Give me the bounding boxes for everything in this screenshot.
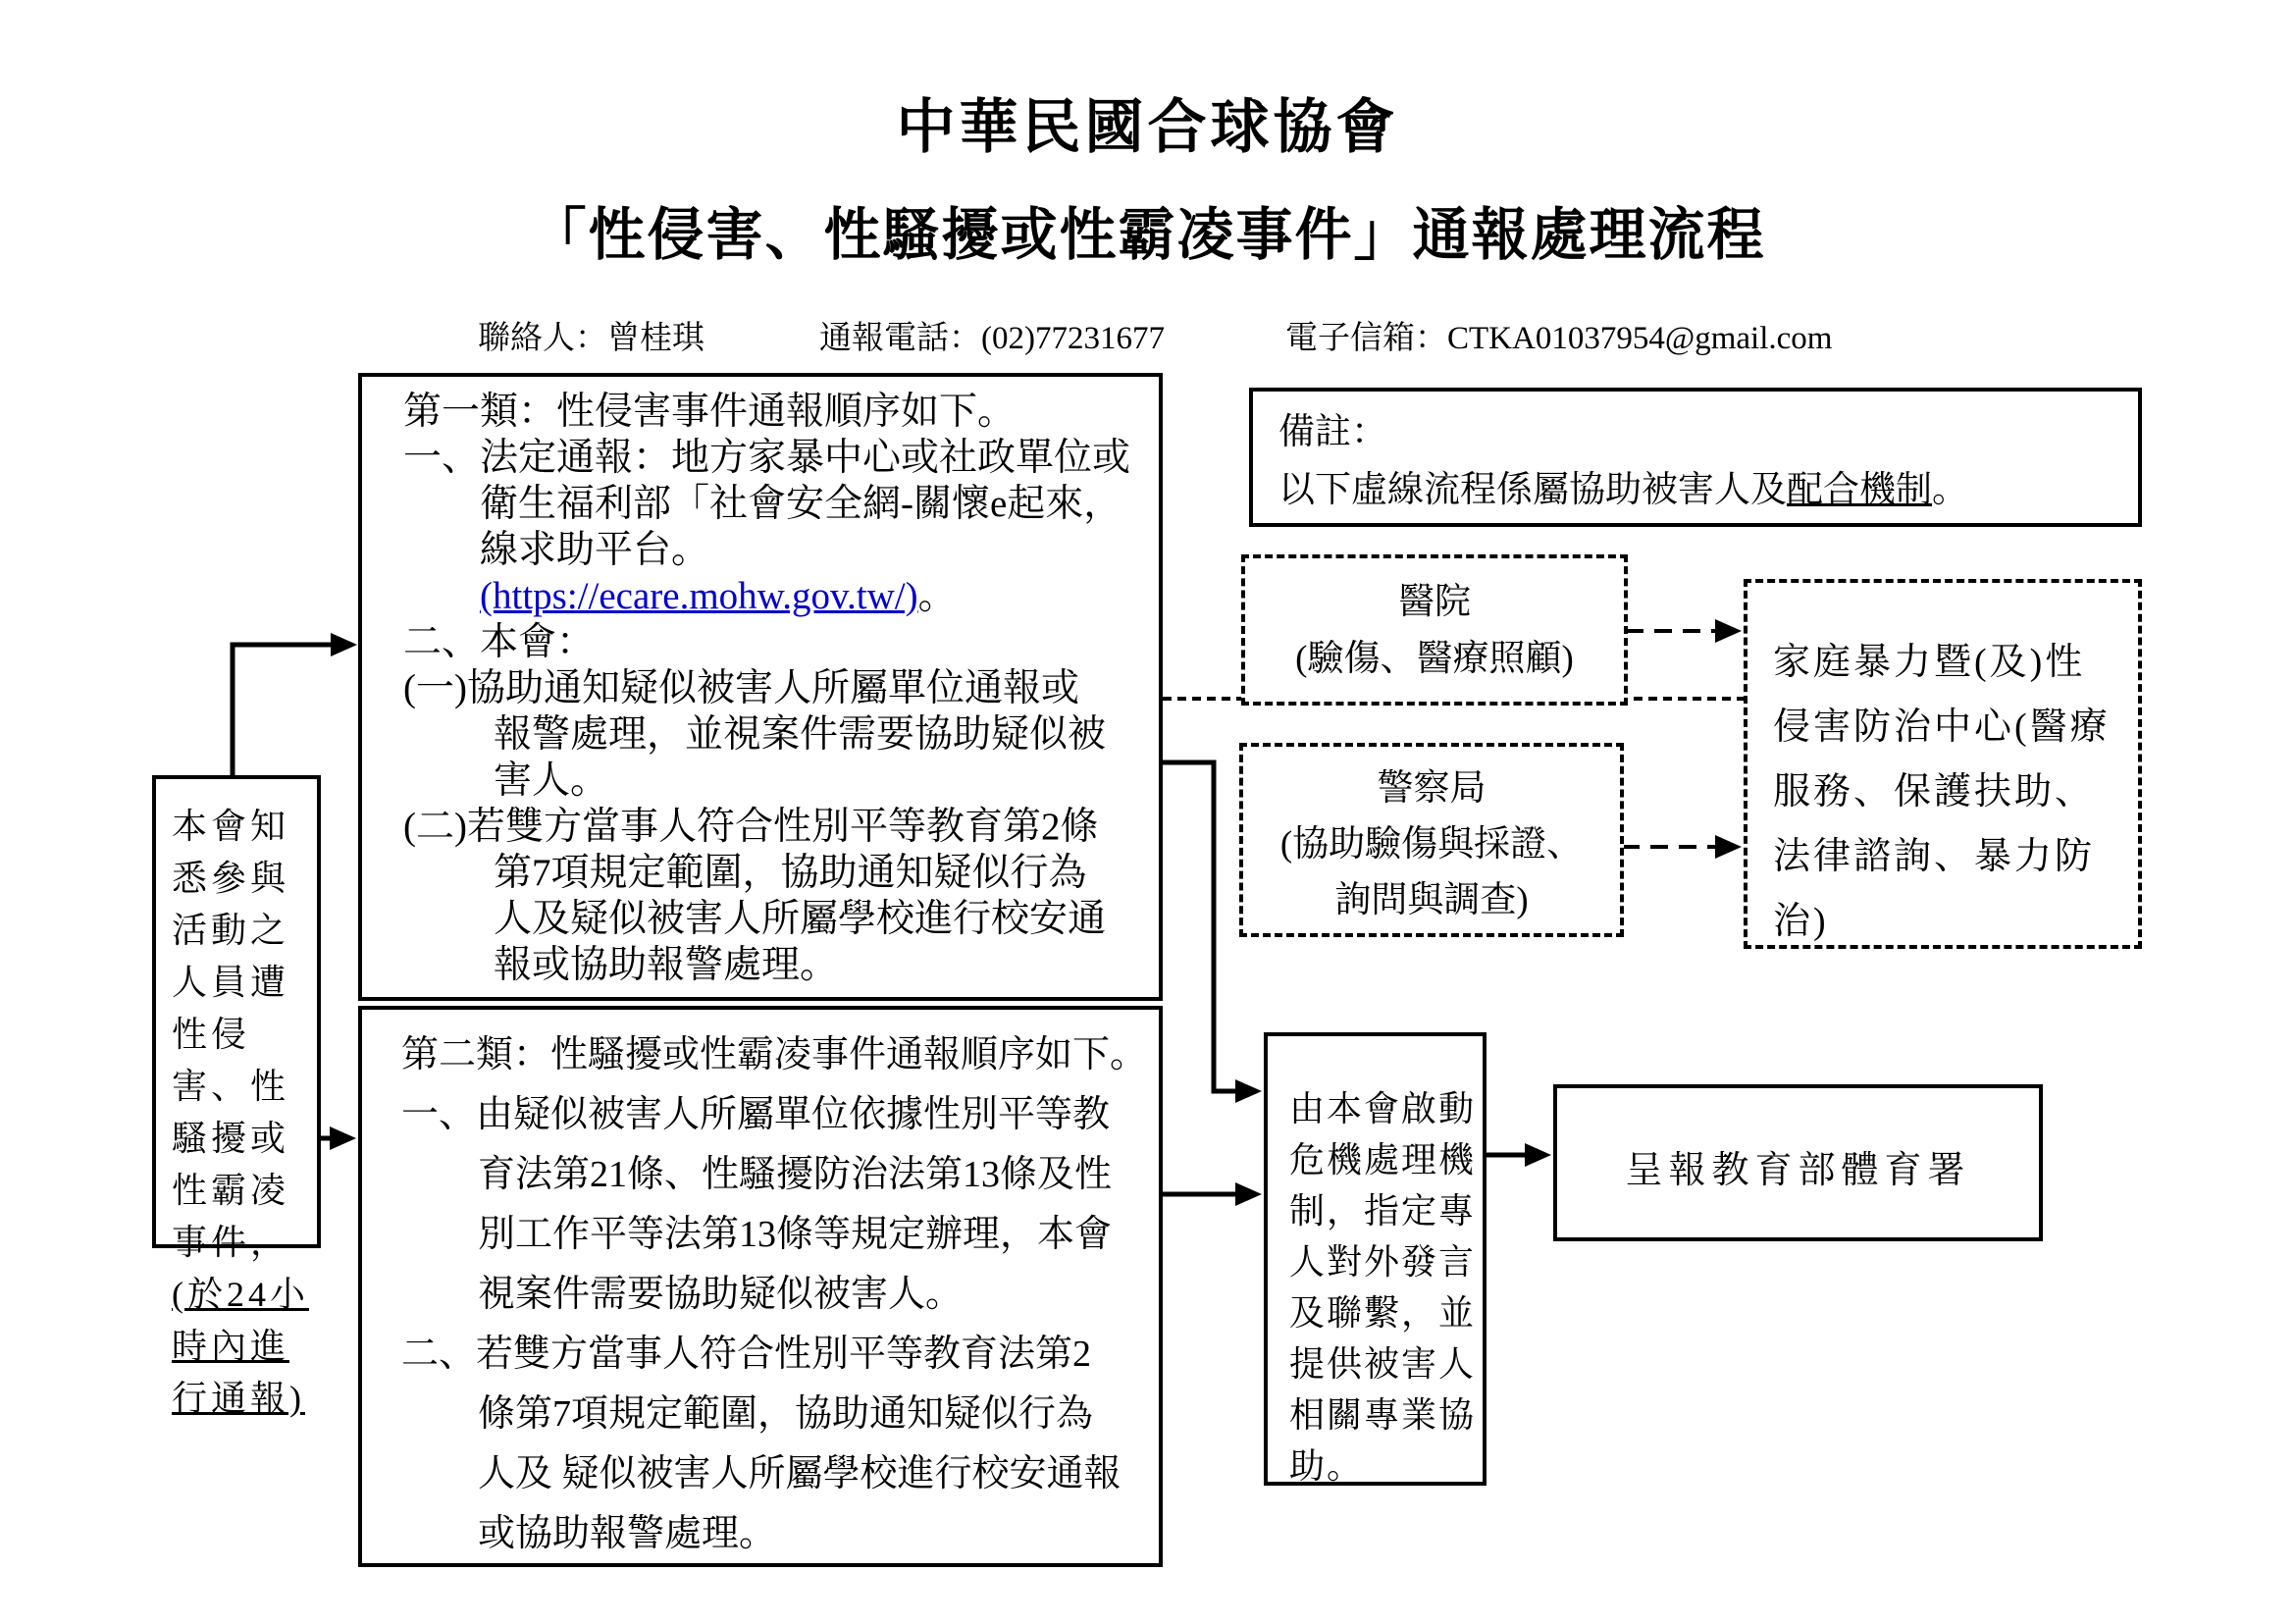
note-text-suffix: 。 [1932,470,1968,510]
connector-cat1-to-crisis [1163,762,1237,1091]
category2-line: 別工作平等法第13條等規定辦理，本會 [478,1214,1113,1255]
note-text [1278,461,2138,519]
category1-line: 衛生福利部「社會安全網-關懷e起來， [480,483,1122,525]
crisis-box [1264,1032,1487,1486]
report-box [1553,1084,2043,1241]
category1-line: 人及疑似被害人所屬學校進行校安通 [494,898,1107,940]
contact-phone: 通報電話：(02)77231677 [819,321,1165,356]
category2-line: 條第7項規定範圍，協助通知疑似行為 [478,1393,1094,1435]
category1-line: 害人。 [494,760,609,802]
arrow-head-center-bottom [1715,835,1742,859]
police-box [1239,743,1624,937]
category1-line: 報警處理，並視案件需要協助疑似被 [494,713,1107,756]
category2-line: 育法第21條、性騷擾防治法第13條及性 [478,1154,1113,1195]
arrow-head-crisis-bottom [1235,1182,1262,1206]
prevention-center-box [1744,579,2142,949]
category1-box [358,373,1163,1001]
category2-line: 二、若雙方當事人符合性別平等教育法第2 [401,1334,1092,1375]
category2-heading: 第二類：性騷擾或性霸凌事件通報順序如下。 [401,1034,1148,1075]
category1-line: 第7項規定範圍，協助通知疑似行為 [494,852,1087,894]
hospital-detail: (驗傷、醫療照顧) [1295,639,1574,679]
report-text: 呈報教育部體育署 [1625,1150,1971,1191]
crisis-text: 由本會啟動危機處理機制，指定專人對外發言及聯繫，並提供被害人相關專業協助。 [1289,1089,1477,1486]
category1-line: 一、法定通報：地方家暴中心或社政單位或 [403,437,1131,479]
note-text-underlined: 配合機制 [1787,470,1932,510]
category1-line: 二、本會： [403,621,596,663]
notify-text: 本會知悉參與活動之人員遭性侵害、性騷擾或性霸凌事件， [172,807,290,1262]
page-title: 中華民國合球協會 [896,94,1399,160]
ecare-link[interactable]: (https://ecare.mohw.gov.tw/) [480,575,918,617]
note-title: 備註： [1278,412,1387,452]
category2-line: 人及 疑似被害人所屬學校進行校安通報 [478,1453,1121,1494]
arrow-head-report [1525,1143,1551,1167]
hospital-name: 醫院 [1398,582,1471,622]
category2-line: 視案件需要協助疑似被害人。 [478,1274,964,1315]
arrow-head-crisis-top [1235,1079,1262,1103]
contact-email: 電子信箱：CTKA01037954@gmail.com [1285,321,1833,356]
note-box [1249,388,2142,527]
note-text-pre: 以下虛線流程係屬協助被害人及 [1278,470,1787,510]
category1-line: (二)若雙方當事人符合性別平等教育第2條 [403,806,1099,848]
hospital-box [1241,554,1628,706]
arrow-head-cat2 [330,1126,356,1150]
connector-left-to-cat1 [233,645,334,775]
notify-deadline-underlined: (於24小時內進行通報) [172,1275,309,1418]
police-detail-2: 詢問與調查) [1334,880,1529,920]
category1-line: 線求助平台。 [480,529,710,571]
contact-person: 聯絡人：曾桂琪 [478,321,704,356]
ecare-link-suffix: 。 [917,575,957,617]
police-name: 警察局 [1377,768,1487,809]
police-detail-1: (協助驗傷與採證、 [1279,824,1584,864]
arrow-head-cat1 [331,633,357,656]
notify-box [152,775,321,1418]
category1-line: (一)協助通知疑似被害人所屬單位通報或 [403,667,1079,709]
page-subtitle: 「性侵害、性騷擾或性霸凌事件」通報處理流程 [529,203,1766,267]
category2-line: 或協助報警處理。 [478,1513,777,1554]
arrow-head-center-top [1715,619,1742,643]
category2-box [358,1006,1163,1567]
category2-line: 一、由疑似被害人所屬單位依據性別平等教 [401,1094,1111,1135]
prevention-center-text: 家庭暴力暨(及)性侵害防治中心(醫療服務、保護扶助、法律諮詢、暴力防治) [1773,642,2111,942]
category1-heading: 第一類：性侵害事件通報順序如下。 [403,391,1017,433]
category1-line: 報或協助報警處理。 [494,944,839,986]
category1-link-line [403,573,1149,619]
